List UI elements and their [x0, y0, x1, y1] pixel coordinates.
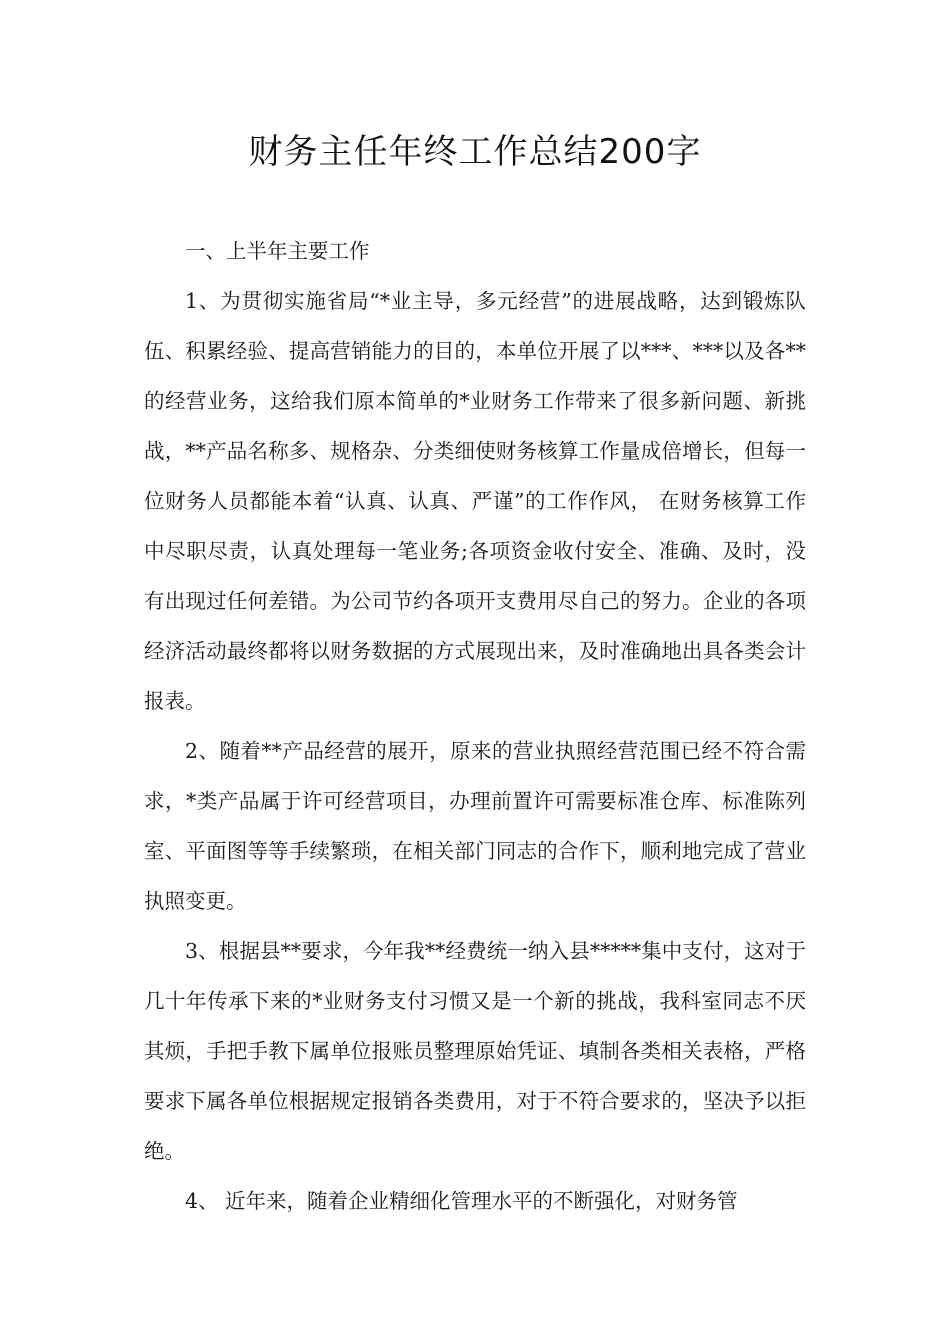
- paragraph-4: 4、 近年来，随着企业精细化管理水平的不断强化，对财务管: [185, 1189, 738, 1213]
- paragraph-1: 1、为贯彻实施省局“*业主导，多元经营”的进展战略，达到锻炼队伍、积累经验、提高营销能力的目的，本单位开展了以***、***以及各**的经营业务，这给我们原本简单的*业财务工作带来了很多新问题、新挑战，**产品名称多、规格杂、分类细使财务核算工作量成倍增长，但每一位财务人员都能本着“认真、认真、严谨”的工作作风， 在财务核算工作中尽职尽责，认真处理每一笔业务;各项资金收付安全、准确、及时，没有出现过任何差错。为公司节约各项开支费用尽自己的努力。企业的各项经济活动最终都将以财务数据的方式展现出来，及时准确地出具各类会计报表。: [144, 289, 806, 713]
- paragraph-2: 2、随着**产品经营的展开，原来的营业执照经营范围已经不符合需求，*类产品属于许可经营项目，办理前置许可需要标准仓库、标准陈列室、平面图等等手续繁琐，在相关部门同志的合作下，顺利地完成了营业执照变更。: [144, 739, 806, 913]
- document-title: 财务主任年终工作总结200字: [248, 132, 702, 172]
- section-heading: 一、上半年主要工作: [185, 239, 370, 263]
- paragraph-3: 3、根据县**要求，今年我**经费统一纳入县*****集中支付，这对于几十年传承下来的*业财务支付习惯又是一个新的挑战，我科室同志不厌其烦，手把手教下属单位报账员整理原始凭证、填制各类相关表格，严格要求下属各单位根据规定报销各类费用，对于不符合要求的，坚决予以拒绝。: [144, 939, 806, 1163]
- document-body: [144, 226, 806, 1226]
